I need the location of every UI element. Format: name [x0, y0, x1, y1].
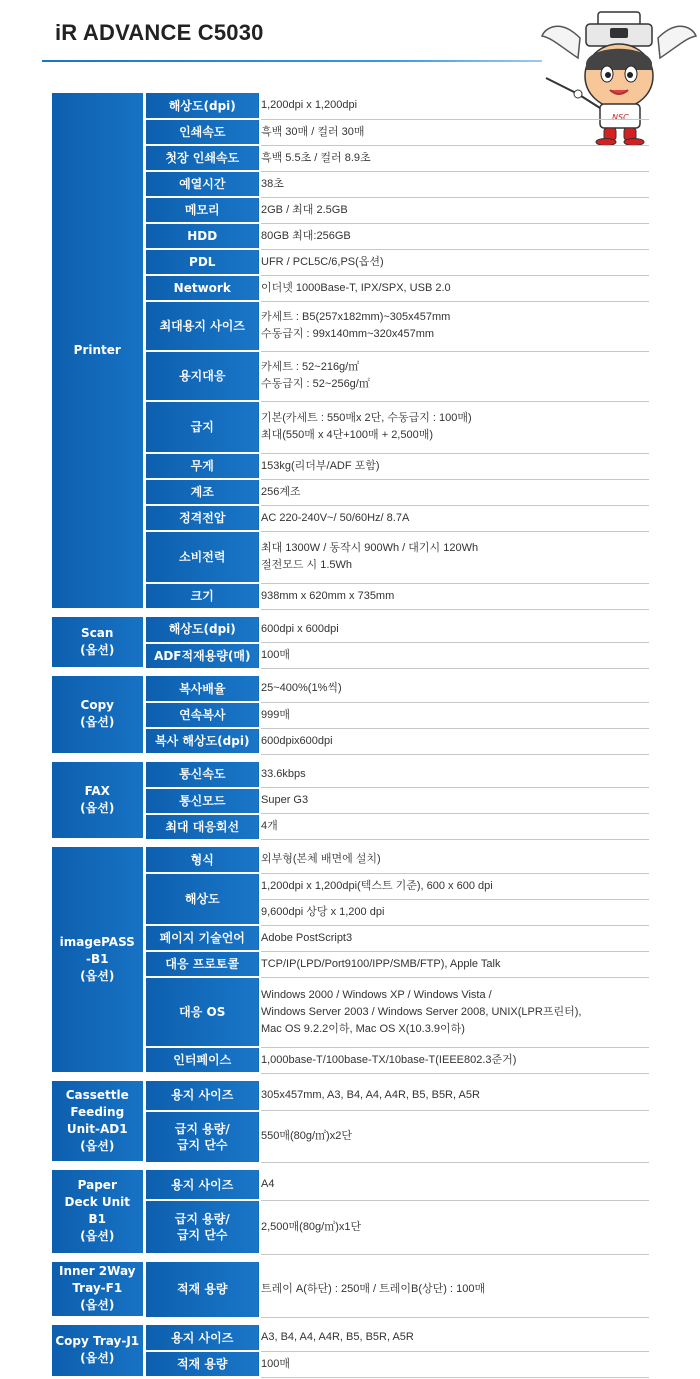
section-separator	[52, 1318, 649, 1326]
title-underline	[42, 60, 542, 62]
spec-label: 페이지 기술언어	[144, 925, 260, 951]
spec-value: 1,200dpi x 1,200dpi	[260, 93, 649, 119]
spec-label: 통신모드	[144, 788, 260, 814]
section-separator	[52, 1163, 649, 1171]
section-category: Cassettle Feeding Unit-AD1 (옵션)	[52, 1081, 144, 1163]
spec-value: 2,500매(80g/㎡)x1단	[260, 1200, 649, 1254]
spec-label: 통신속도	[144, 762, 260, 788]
spec-label: 최대 대응회선	[144, 814, 260, 840]
spec-value: 흑백 5.5초 / 컬러 8.9초	[260, 145, 649, 171]
spec-label: 복사 해상도(dpi)	[144, 728, 260, 754]
section-separator	[52, 1073, 649, 1081]
spec-row	[52, 93, 649, 119]
spec-value: Adobe PostScript3	[260, 925, 649, 951]
spec-value: 2GB / 최대 2.5GB	[260, 197, 649, 223]
separator-cell	[52, 669, 649, 677]
spec-label: 대응 OS	[144, 977, 260, 1047]
spec-value: 938mm x 620mm x 735mm	[260, 583, 649, 609]
spec-value: TCP/IP(LPD/Port9100/IPP/SMB/FTP), Apple Talk	[260, 951, 649, 977]
spec-value: A3, B4, A4, A4R, B5, B5R, A5R	[260, 1325, 649, 1351]
spec-label: 예열시간	[144, 171, 260, 197]
spec-value: 외부형(본체 배면에 설치)	[260, 847, 649, 873]
spec-value: 9,600dpi 상당 x 1,200 dpi	[260, 899, 649, 925]
spec-label: 복사배율	[144, 676, 260, 702]
spec-value: 600dpi x 600dpi	[260, 617, 649, 643]
section-category: Scan (옵션)	[52, 617, 144, 669]
spec-row	[52, 1325, 649, 1351]
spec-label: 연속복사	[144, 702, 260, 728]
spec-value: 600dpix600dpi	[260, 728, 649, 754]
separator-cell	[52, 609, 649, 617]
spec-value: 흑백 30매 / 컬러 30매	[260, 119, 649, 145]
spec-label: 첫장 인쇄속도	[144, 145, 260, 171]
spec-row	[52, 1170, 649, 1200]
spec-label: 소비전력	[144, 531, 260, 583]
separator-cell	[52, 1073, 649, 1081]
spec-label: HDD	[144, 223, 260, 249]
spec-value: 153kg(리더부/ADF 포함)	[260, 453, 649, 479]
spec-label: 대응 프로토콜	[144, 951, 260, 977]
spec-label: 해상도(dpi)	[144, 617, 260, 643]
spec-row	[52, 1262, 649, 1318]
spec-value: 25~400%(1%씩)	[260, 676, 649, 702]
spec-value: 카세트 : B5(257x182mm)~305x457mm 수동급지 : 99x140mm~320x457mm	[260, 301, 649, 351]
spec-label: 용지대응	[144, 351, 260, 401]
spec-value: 이더넷 1000Base-T, IPX/SPX, USB 2.0	[260, 275, 649, 301]
spec-label: 정격전압	[144, 505, 260, 531]
spec-value: 100매	[260, 643, 649, 669]
separator-cell	[52, 754, 649, 762]
section-category: Paper Deck Unit B1 (옵션)	[52, 1170, 144, 1254]
spec-label: 급지	[144, 401, 260, 453]
section-category: imagePASS -B1 (옵션)	[52, 847, 144, 1073]
spec-label: 인터페이스	[144, 1047, 260, 1073]
spec-label: 급지 용량/ 급지 단수	[144, 1111, 260, 1163]
spec-value: 100매	[260, 1351, 649, 1377]
spec-value: UFR / PCL5C/6,PS(옵션)	[260, 249, 649, 275]
spec-value: 80GB 최대:256GB	[260, 223, 649, 249]
spec-value: 최대 1300W / 동작시 900Wh / 대기시 120Wh 절전모드 시 1.5Wh	[260, 531, 649, 583]
spec-label: 크기	[144, 583, 260, 609]
spec-label: 해상도(dpi)	[144, 93, 260, 119]
spec-row	[52, 676, 649, 702]
spec-label: 급지 용량/ 급지 단수	[144, 1200, 260, 1254]
spec-value: 4개	[260, 814, 649, 840]
spec-value: 256계조	[260, 479, 649, 505]
spec-label: 적재 용량	[144, 1351, 260, 1377]
spec-value: 550매(80g/㎡)x2단	[260, 1111, 649, 1163]
spec-label: ADF적재용량(매)	[144, 643, 260, 669]
spec-value: A4	[260, 1170, 649, 1200]
section-separator	[52, 1254, 649, 1262]
section-separator	[52, 669, 649, 677]
spec-value: 기본(카세트 : 550매x 2단, 수동급지 : 100매) 최대(550매 x 4단+100매 + 2,500매)	[260, 401, 649, 453]
spec-row	[52, 1081, 649, 1111]
separator-cell	[52, 1163, 649, 1171]
spec-table	[52, 93, 649, 1379]
section-category: Inner 2Way Tray-F1 (옵션)	[52, 1262, 144, 1318]
spec-label: 무게	[144, 453, 260, 479]
spec-value: AC 220-240V~/ 50/60Hz/ 8.7A	[260, 505, 649, 531]
section-category: Printer	[52, 93, 144, 609]
spec-value: 1,200dpi x 1,200dpi(텍스트 기준), 600 x 600 dpi	[260, 873, 649, 899]
page-title: iR ADVANCE C5030	[55, 20, 264, 45]
spec-label: 적재 용량	[144, 1262, 260, 1318]
spec-label: 인쇄속도	[144, 119, 260, 145]
mascot-badge-text: NSC	[612, 113, 629, 122]
spec-row	[52, 617, 649, 643]
section-separator	[52, 609, 649, 617]
section-separator	[52, 840, 649, 848]
spec-label: PDL	[144, 249, 260, 275]
spec-label: 메모리	[144, 197, 260, 223]
section-separator	[52, 754, 649, 762]
spec-label: 용지 사이즈	[144, 1325, 260, 1351]
spec-value: 트레이 A(하단) : 250매 / 트레이B(상단) : 100매	[260, 1262, 649, 1318]
spec-value: 305x457mm, A3, B4, A4, A4R, B5, B5R, A5R	[260, 1081, 649, 1111]
separator-cell	[52, 1254, 649, 1262]
spec-row	[52, 847, 649, 873]
separator-cell	[52, 1318, 649, 1326]
spec-value: Super G3	[260, 788, 649, 814]
spec-label: 용지 사이즈	[144, 1170, 260, 1200]
spec-label: 최대용지 사이즈	[144, 301, 260, 351]
spec-value: Windows 2000 / Windows XP / Windows Vista / Windows Server 2003 / Windows Server 2008, UNIX(LPR프린터), Mac OS 9.2.2이하, Mac OS X(10.3.9이하)	[260, 977, 649, 1047]
section-category: FAX (옵션)	[52, 762, 144, 840]
spec-value: 999매	[260, 702, 649, 728]
spec-label: 용지 사이즈	[144, 1081, 260, 1111]
separator-cell	[52, 840, 649, 848]
spec-label: Network	[144, 275, 260, 301]
spec-value: 33.6kbps	[260, 762, 649, 788]
spec-label: 형식	[144, 847, 260, 873]
section-category: Copy (옵션)	[52, 676, 144, 754]
spec-label: 해상도	[144, 873, 260, 925]
spec-value: 1,000base-T/100base-TX/10base-T(IEEE802.3준거)	[260, 1047, 649, 1073]
spec-value: 카세트 : 52~216g/㎡ 수동급지 : 52~256g/㎡	[260, 351, 649, 401]
spec-label: 계조	[144, 479, 260, 505]
spec-row	[52, 762, 649, 788]
spec-value: 38초	[260, 171, 649, 197]
section-category: Copy Tray-J1 (옵션)	[52, 1325, 144, 1377]
